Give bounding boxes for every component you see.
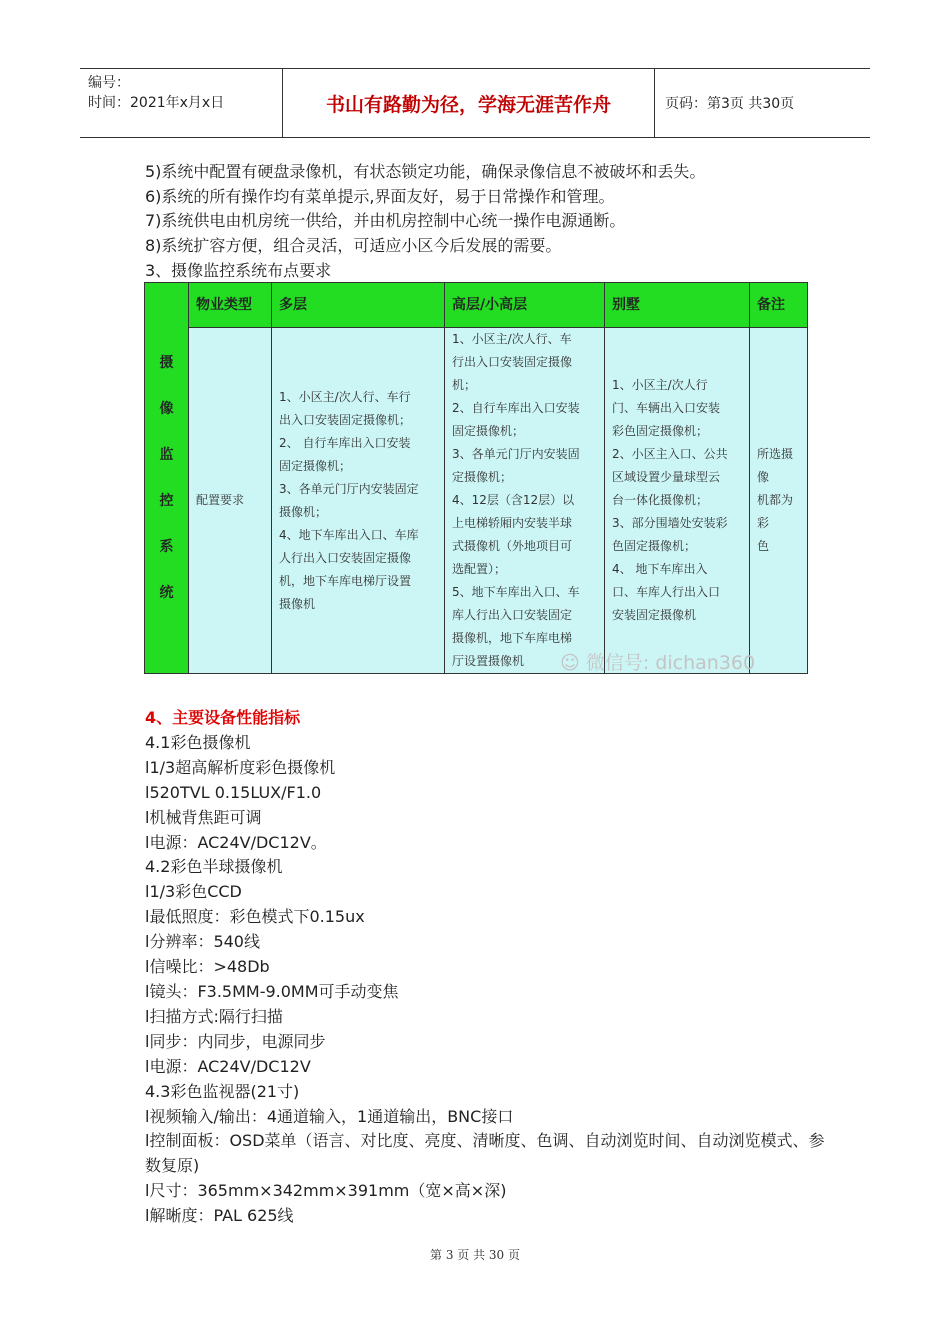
spec-line: 4.1彩色摄像机 [145, 732, 251, 752]
header-left-cell [80, 69, 282, 137]
side-char: 摄 [159, 355, 174, 371]
specs-heading: 4、主要设备性能指标 [145, 708, 301, 727]
cell-line: 台一体化摄像机； [612, 493, 709, 507]
cell-line: 4、12层（含12层）以 [452, 493, 575, 507]
wechat-watermark [560, 648, 755, 675]
cell-line: 所选摄像 [757, 447, 794, 484]
table-header-row [145, 283, 808, 328]
remark-cell [750, 328, 808, 674]
intro-line: 5)系统中配置有硬盘录像机，有状态锁定功能，确保录像信息不被破坏和丢失。 [145, 162, 706, 181]
side-label-cell [145, 283, 189, 674]
cell-line: 4、 地下车库出入 [612, 562, 708, 576]
spec-line: l分辨率：540线 [145, 932, 260, 952]
multi-layer-cell [272, 328, 445, 674]
cell-line: 机，地下车库电梯厅设置 [279, 573, 412, 588]
cell-line: 3、各单元门厅内安装固定 [279, 481, 419, 496]
page-footer: 第 3 页 共 30 页 [430, 1248, 520, 1262]
spec-line: l1/3彩色CCD [145, 882, 242, 902]
cell-line: 3、各单元门厅内安装固 [452, 447, 580, 461]
intro-line: 8)系统扩容方便，组合灵活，可适应小区今后发展的需要。 [145, 236, 562, 256]
intro-line: 7)系统供电由机房统一供给，并由机房控制中心统一操作电源通断。 [145, 211, 626, 231]
spec-line: l电源：AC24V/DC12V。 [145, 832, 327, 852]
cell-line: 彩色固定摄像机； [612, 424, 709, 438]
cell-line: 色固定摄像机； [612, 539, 697, 553]
villa-cell [605, 328, 750, 674]
spec-line: l控制面板：OSD菜单（语言、对比度、亮度、清晰度、色调、自动浏览时间、自动浏览模式、参数复原) [145, 1131, 825, 1176]
spec-line: l520TVL 0.15LUX/F1.0 [145, 782, 322, 802]
intro-lines [145, 160, 845, 284]
spec-line: l尺寸：365mm×342mm×391mm（宽×高×深) [145, 1181, 507, 1201]
cell-line: 摄像机，地下车库电梯 [452, 631, 573, 645]
header-remark: 备注 [750, 283, 808, 328]
section-title: 3、摄像监控系统布点要求 [145, 260, 332, 280]
wechat-icon: ☺ [560, 652, 580, 674]
side-char: 像 [159, 401, 174, 417]
spec-line: 4.2彩色半球摄像机 [145, 857, 283, 877]
header-page-info: 页码：第3页 共30页 [665, 96, 795, 112]
cell-line: 门、车辆出入口安装 [612, 401, 721, 415]
cell-line: 行出入口安装固定摄像 [452, 355, 573, 369]
spec-line: 4.3彩色监视器(21寸) [145, 1081, 300, 1101]
header-motto: 书山有路勤为径，学海无涯苦作舟 [282, 69, 655, 137]
header-villa: 别墅 [605, 283, 750, 328]
spec-line: l解晰度：PAL 625线 [145, 1206, 294, 1226]
intro-line: 6)系统的所有操作均有菜单提示,界面友好，易于日常操作和管理。 [145, 186, 615, 206]
spec-line: l1/3超高解析度彩色摄像机 [145, 757, 336, 777]
side-char: 控 [159, 493, 174, 509]
cell-line: 摄像机 [279, 596, 316, 611]
cell-line: 2、自行车库出入口安装 [452, 401, 580, 415]
cell-line: 固定摄像机； [452, 424, 525, 438]
spec-line: l电源：AC24V/DC12V [145, 1056, 311, 1076]
header-high-rise: 高层/小高层 [445, 283, 605, 328]
equipment-specs [145, 706, 825, 1229]
cell-line: 区域设置少量球型云 [612, 470, 721, 484]
time-label: 时间：2021年x月x日 [88, 95, 225, 111]
side-char: 统 [159, 585, 174, 601]
camera-layout-table [144, 282, 808, 674]
side-char: 系 [159, 539, 174, 555]
cell-line: 机都为彩 [757, 493, 794, 530]
number-label: 编号： [88, 75, 130, 91]
cell-line: 机； [452, 378, 477, 392]
cell-line: 固定摄像机； [279, 458, 352, 473]
spec-line: l同步：内同步，电源同步 [145, 1031, 326, 1051]
cell-line: 上电梯轿厢内安装半球 [452, 516, 573, 530]
header-multi-layer: 多层 [272, 283, 445, 328]
side-char: 监 [159, 447, 174, 463]
cell-line: 5、地下车库出入口、车 [452, 585, 580, 599]
cell-line: 定摄像机； [452, 470, 513, 484]
header-property-type: 物业类型 [189, 283, 272, 328]
high-rise-cell [445, 328, 605, 674]
spec-line: l扫描方式:隔行扫描 [145, 1006, 283, 1026]
page-header [80, 68, 870, 138]
cell-line: 人行出入口安装固定摄像 [279, 550, 412, 565]
cell-line: 2、小区主入口、公共 [612, 447, 728, 461]
watermark-text: 微信号: dichan360 [585, 652, 756, 674]
spec-line: l信噪比：>48Db [145, 957, 270, 977]
spec-line: l镜头：F3.5MM-9.0MM可手动变焦 [145, 981, 399, 1001]
cell-line: 式摄像机（外地项目可 [452, 539, 573, 553]
table-row [145, 328, 808, 674]
cell-line: 出入口安装固定摄像机； [279, 412, 412, 427]
cell-line: 2、 自行车库出入口安装 [279, 435, 411, 450]
cell-line: 厅设置摄像机 [452, 654, 525, 668]
cell-line: 4、地下车库出入口、车库 [279, 527, 419, 542]
cell-line: 安装固定摄像机 [612, 608, 697, 622]
cell-line: 库人行出入口安装固定 [452, 608, 573, 622]
row-label: 配置要求 [189, 328, 272, 674]
cell-line: 摄像机； [279, 504, 328, 519]
spec-line: l视频输入/输出：4通道输入，1通道输出，BNC接口 [145, 1106, 514, 1126]
cell-line: 选配置）； [452, 562, 507, 576]
spec-line: l最低照度：彩色模式下0.15ux [145, 907, 365, 927]
cell-line: 色 [757, 539, 770, 553]
spec-line: l机械背焦距可调 [145, 807, 262, 827]
cell-line: 1、小区主/次人行、车 [452, 332, 572, 346]
cell-line: 3、部分围墙处安装彩 [612, 516, 728, 530]
cell-line: 口、车库人行出入口 [612, 585, 721, 599]
cell-line: 1、小区主/次人行、车行 [279, 389, 411, 404]
cell-line: 1、小区主/次人行 [612, 378, 708, 392]
